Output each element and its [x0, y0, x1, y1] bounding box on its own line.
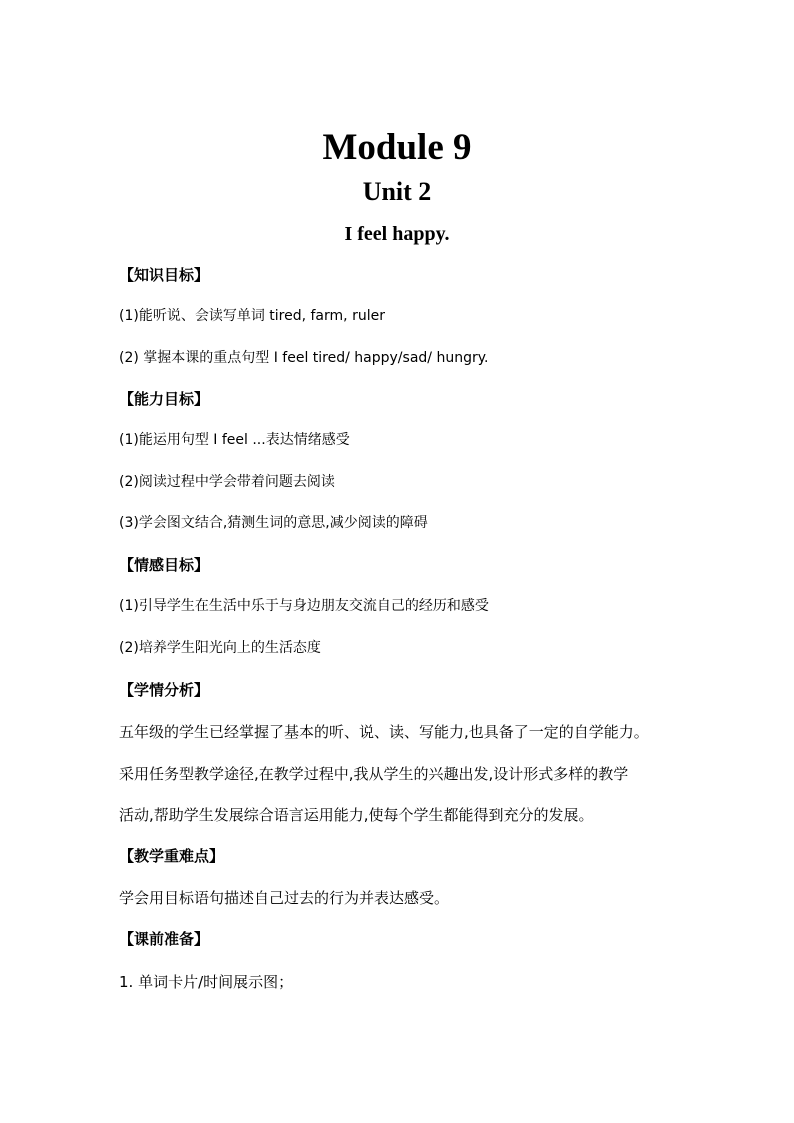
- learner-analysis-line: 五年级的学生已经掌握了基本的听、说、读、写能力,也具备了一定的自学能力。: [119, 723, 649, 741]
- teaching-focus-line: 学会用目标语句描述自己过去的行为并表达感受。: [119, 889, 450, 907]
- knowledge-goal-item: (1)能听说、会读写单词 tired, farm, ruler: [119, 308, 385, 324]
- learner-analysis-heading: 【学情分析】: [119, 681, 210, 699]
- ability-goals-heading: 【能力目标】: [119, 390, 210, 408]
- emotion-goals-heading: 【情感目标】: [119, 556, 210, 574]
- ability-goal-item: (2)阅读过程中学会带着问题去阅读: [119, 474, 335, 490]
- preparation-line: 1. 单词卡片/时间展示图；: [119, 973, 294, 991]
- learner-analysis-line: 采用任务型教学途径,在教学过程中,我从学生的兴趣出发,设计形式多样的教学: [119, 765, 629, 783]
- lesson-title: I feel happy.: [344, 223, 450, 245]
- emotion-goal-item: (2)培养学生阳光向上的生活态度: [119, 640, 321, 656]
- learner-analysis-line: 活动,帮助学生发展综合语言运用能力,使每个学生都能得到充分的发展。: [119, 806, 594, 824]
- module-title: Module 9: [322, 127, 472, 168]
- emotion-goal-item: (1)引导学生在生活中乐于与身边朋友交流自己的经历和感受: [119, 598, 489, 614]
- knowledge-goals-heading: 【知识目标】: [119, 266, 210, 284]
- teaching-focus-heading: 【教学重难点】: [119, 847, 225, 865]
- unit-title: Unit 2: [362, 177, 432, 206]
- knowledge-goal-item: (2) 掌握本课的重点句型 I feel tired/ happy/sad/ hungry.: [119, 350, 489, 366]
- ability-goal-item: (1)能运用句型 I feel ...表达情绪感受: [119, 432, 350, 448]
- ability-goal-item: (3)学会图文结合,猜测生词的意思,减少阅读的障碍: [119, 515, 428, 531]
- preparation-heading: 【课前准备】: [119, 930, 210, 948]
